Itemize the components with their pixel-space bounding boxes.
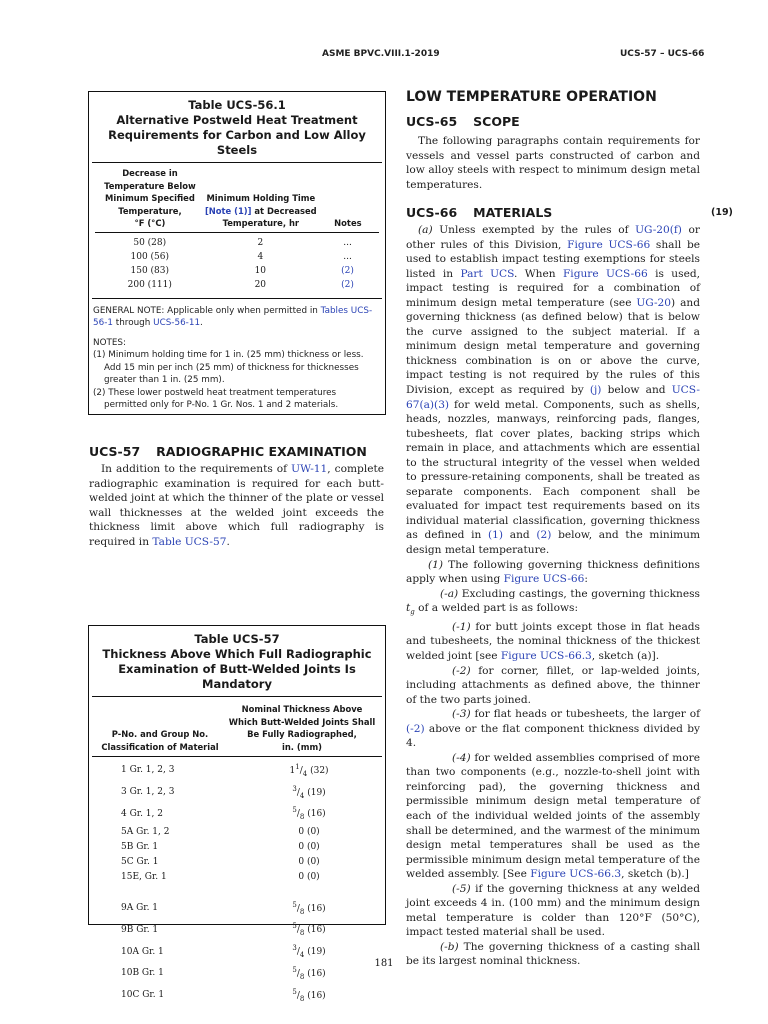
figure-ucs-66-link[interactable]: Figure UCS-66 [567,238,651,251]
part-ucs-link[interactable]: Part UCS [460,267,515,280]
ucs-57-paragraph: In addition to the requirements of UW-11, complete radiographic examination is required for each butt-welded joint at which the thinner of the plate or vessel wall thicknesses at the welded joint exceeds the thickness limit above which full radiography is required in Table UCS-57. [89,463,384,548]
title-line: Steels [216,143,258,157]
figure-ucs-66-3-link[interactable]: Figure UCS-66.3 [500,649,592,662]
ug-20f-link[interactable]: UG-20(f) [635,224,682,236]
cell-classification: 9B Gr. 1 [121,924,159,935]
table-ucs-57-title: Table UCS-57 Thickness Above Which Full Radiographic Examination of Butt-Welded Joints Is Mandatory [102,632,372,691]
cell-classification: 10B Gr. 1 [121,968,164,979]
notes-title: NOTES: [93,337,126,348]
title-line: Table UCS-56.1 [188,98,286,112]
table-row [95,919,379,941]
cell-classification: 15E, Gr. 1 [121,871,167,882]
ucs-57-heading: UCS-57 RADIOGRAPHIC EXAMINATION [89,444,367,459]
col-header-holding: Minimum Holding Time [Note (1)] at Decreased Temperature, hr [204,193,317,228]
table-row [95,782,379,804]
col-header-thickness: Nominal Thickness Above Which Butt-Welded Joints Shall Be Fully Radiographed, in. (mm) [228,704,376,752]
cell-thickness: $1^1/_4$ (32) [289,763,329,778]
table-row [95,985,379,1007]
table-ucs-56-1-title [89,98,385,158]
cell-temp: 200 (111) [127,279,172,290]
table-row [95,803,379,825]
ucs-66-a: (a) Unless exempted by the rules of UG-20(f) or other rules of this Division, Figure UCS-66 shall be used to establish impact testing exemptions for steels listed in Part UCS. When Figure UCS-66 is used, impact testing is required for a combination of minimum design metal temperature (see UG-20) and governing thickness (as defined below) that is below the curve assigned to the subject material. If a minimum design metal temperature and governing thickness combination is on or above the curve, impact testing is not required by the rules of this Division, except as required by (j) below and UCS-67(a)(3) for weld metal. Components, such as shells, heads, nozzles, manways, reinforcing pads, flanges, tubesheets, flat cover plates, backing strips which remain in place, and attachments which are essential to the structural integrity of the vessel when welded to pressure-retaining components, shall be treated as separate components. Each component shall be evaluated for impact test requirements based on its individual material classification, governing thickness as defined in (1) and (2) below, and the minimum design metal temperature. [406,224,700,557]
title-line: Alternative Postweld Heat Treatment [116,113,358,127]
low-temp-heading: LOW TEMPERATURE OPERATION [406,89,657,105]
table-row [95,870,379,885]
cell-thickness: 0 (0) [298,842,320,853]
uw-11-link[interactable]: UW-11 [291,463,328,475]
figure-ucs-66-link[interactable]: Figure UCS-66 [562,267,648,280]
cell-classification: 1 Gr. 1, 2, 3 [121,765,175,776]
tables-ucs-56-1-link[interactable]: Tables UCS-56-1 [93,305,373,328]
ucs-66-a-1-b: (-b) The governing thickness of a casting shall be its largest nominal thickness. [406,940,700,968]
cell-classification: 10C Gr. 1 [121,989,165,1000]
sub-2-link[interactable]: (-2) [406,722,425,735]
item-1-link[interactable]: (1) [488,529,504,542]
note-1: (1) Minimum holding time for 1 in. (25 mm) thickness or less. Add 15 min per inch (25 mm) of thickness for thicknesses greater than 1 in. (25 mm). [93,350,364,385]
table-row [95,760,379,782]
table-row [95,825,379,840]
col-header-temp: Decrease in Temperature Below Minimum Specified Temperature, °F (°C) [104,168,196,228]
general-note: GENERAL NOTE: Applicable only when permitted in Tables UCS-56-1 through UCS-56-11. [93,305,373,328]
cell-classification: 5A Gr. 1, 2 [121,827,170,838]
item-2-link[interactable]: (2) [536,529,552,542]
table-ucs-56-1-body [95,236,379,292]
ucs-56-11-link[interactable]: UCS-56-11 [153,318,201,328]
col-header-classification: P-No. and Group No. Classification of Material [101,729,219,752]
table-row [95,250,379,264]
cell-note[interactable]: (2) [341,279,354,290]
edition-marker: (19) [711,207,733,218]
ucs-66-sub-2: (-2) for corner, fillet, or lap-welded joints, including attachments as defined above, the thinner of the two parts joined. [406,664,700,706]
ucs-66-a-1-a: (-a) Excluding castings, the governing thickness $t_g$ of a welded part is as follows: [406,587,700,617]
cell-thickness: $^3/_4$ (19) [292,784,326,800]
ucs-66-sub-3: (-3) for flat heads or tubesheets, the larger of (-2) above or the flat component thickness divided by 4. [406,708,700,750]
ucs-66-sub-4: (-4) for welded assemblies comprised of more than two components (e.g., nozzle-to-shell joint with reinforcing pad), the governing thickness and permissible minimum design metal temperature of each of the individual welded joints of the assembly shall be determined, and the warmest of the minimum design metal temperatures shall be used as the permissible minimum design metal temperature of the welded assembly. [See Figure UCS-66.3, sketch (b).] [406,751,700,881]
table-row [95,264,379,278]
ucs-65-paragraph: The following paragraphs contain requirements for vessels and vessel parts constructed of carbon and low alloy steels with respect to minimum design metal temperatures. [406,135,700,191]
page-number: 181 [374,958,394,969]
ucs-66-heading: UCS-66 MATERIALS [406,205,553,220]
note-1-link[interactable]: [Note (1)] [204,205,252,216]
header-section-range: UCS-57 – UCS-66 [620,49,705,59]
cell-temp: 50 (28) [133,237,167,248]
cell-classification: 10A Gr. 1 [121,946,164,957]
cell-thickness: 0 (0) [298,856,320,867]
table-row [95,278,379,292]
ucs-66-sub-1: (-1) for butt joints except those in flat heads and tubesheets, the nominal thickness of the thickest welded joint [see Figure UCS-66.3, sketch (a)]. [406,620,700,662]
note-2: (2) These lower postweld heat treatment temperatures permitted only for P-No. 1 Gr. Nos. 1 and 2 materials. [93,387,339,410]
title-line: Requirements for Carbon and Low Alloy [108,128,366,142]
cell-classification: 5B Gr. 1 [121,842,159,853]
cell-hold: 10 [254,265,267,276]
cell-note: ... [343,237,352,248]
header-doc-id: ASME BPVC.VIII.1-2019 [322,49,440,59]
col-header-notes: Notes [334,218,362,228]
cell-hold: 4 [257,251,264,262]
cell-hold: 20 [254,279,267,290]
cell-classification: 9A Gr. 1 [121,903,159,914]
ucs-66-body [406,223,700,969]
ucs-65-heading: UCS-65 SCOPE [406,114,520,129]
table-row [95,840,379,855]
cell-thickness: $^5/_8$ (16) [292,922,326,938]
cell-note: ... [343,251,352,262]
table-row [95,885,379,920]
table-ucs-57-header [95,703,379,755]
cell-thickness: $^3/_4$ (19) [292,944,326,959]
cell-thickness: $^5/_8$ (16) [292,965,326,981]
cell-note[interactable]: (2) [341,265,354,276]
cell-thickness: $^5/_8$ (16) [292,987,326,1003]
cell-thickness: 0 (0) [298,871,320,882]
table-ucs-56-1 [88,91,386,415]
figure-ucs-66-link[interactable]: Figure UCS-66 [503,573,585,586]
j-link[interactable]: (j) [589,384,602,397]
cell-classification: 5C Gr. 1 [121,856,159,867]
ucs-66-sub-5: (-5) if the governing thickness at any welded joint exceeds 4 in. (100 mm) and the minimum design metal temperature is colder than 120°F (50°C), impact tested material shall be used. [406,882,700,939]
cell-thickness: $^5/_8$ (16) [292,806,326,822]
table-row [95,855,379,870]
figure-ucs-66-3-link[interactable]: Figure UCS-66.3 [530,868,622,881]
cell-temp: 150 (83) [130,265,170,276]
table-ucs-56-1-grid [95,167,379,233]
cell-classification: 4 Gr. 1, 2 [121,808,163,819]
ug-20-link[interactable]: UG-20 [636,296,672,309]
table-ucs-57-link[interactable]: Table UCS-57 [152,535,227,548]
ucs-66-a-1: (1) The following governing thickness definitions apply when using Figure UCS-66: [406,558,700,586]
cell-thickness: $^5/_8$ (16) [292,900,326,916]
ucs-67-a-3-link[interactable]: UCS-67(a)(3) [406,384,700,411]
notes-block [93,337,379,412]
cell-temp: 100 (56) [130,251,170,262]
cell-classification: 3 Gr. 1, 2, 3 [121,787,175,798]
cell-hold: 2 [257,237,264,248]
cell-thickness: 0 (0) [298,827,320,838]
table-row [95,236,379,250]
table-ucs-57-body [95,760,379,1006]
